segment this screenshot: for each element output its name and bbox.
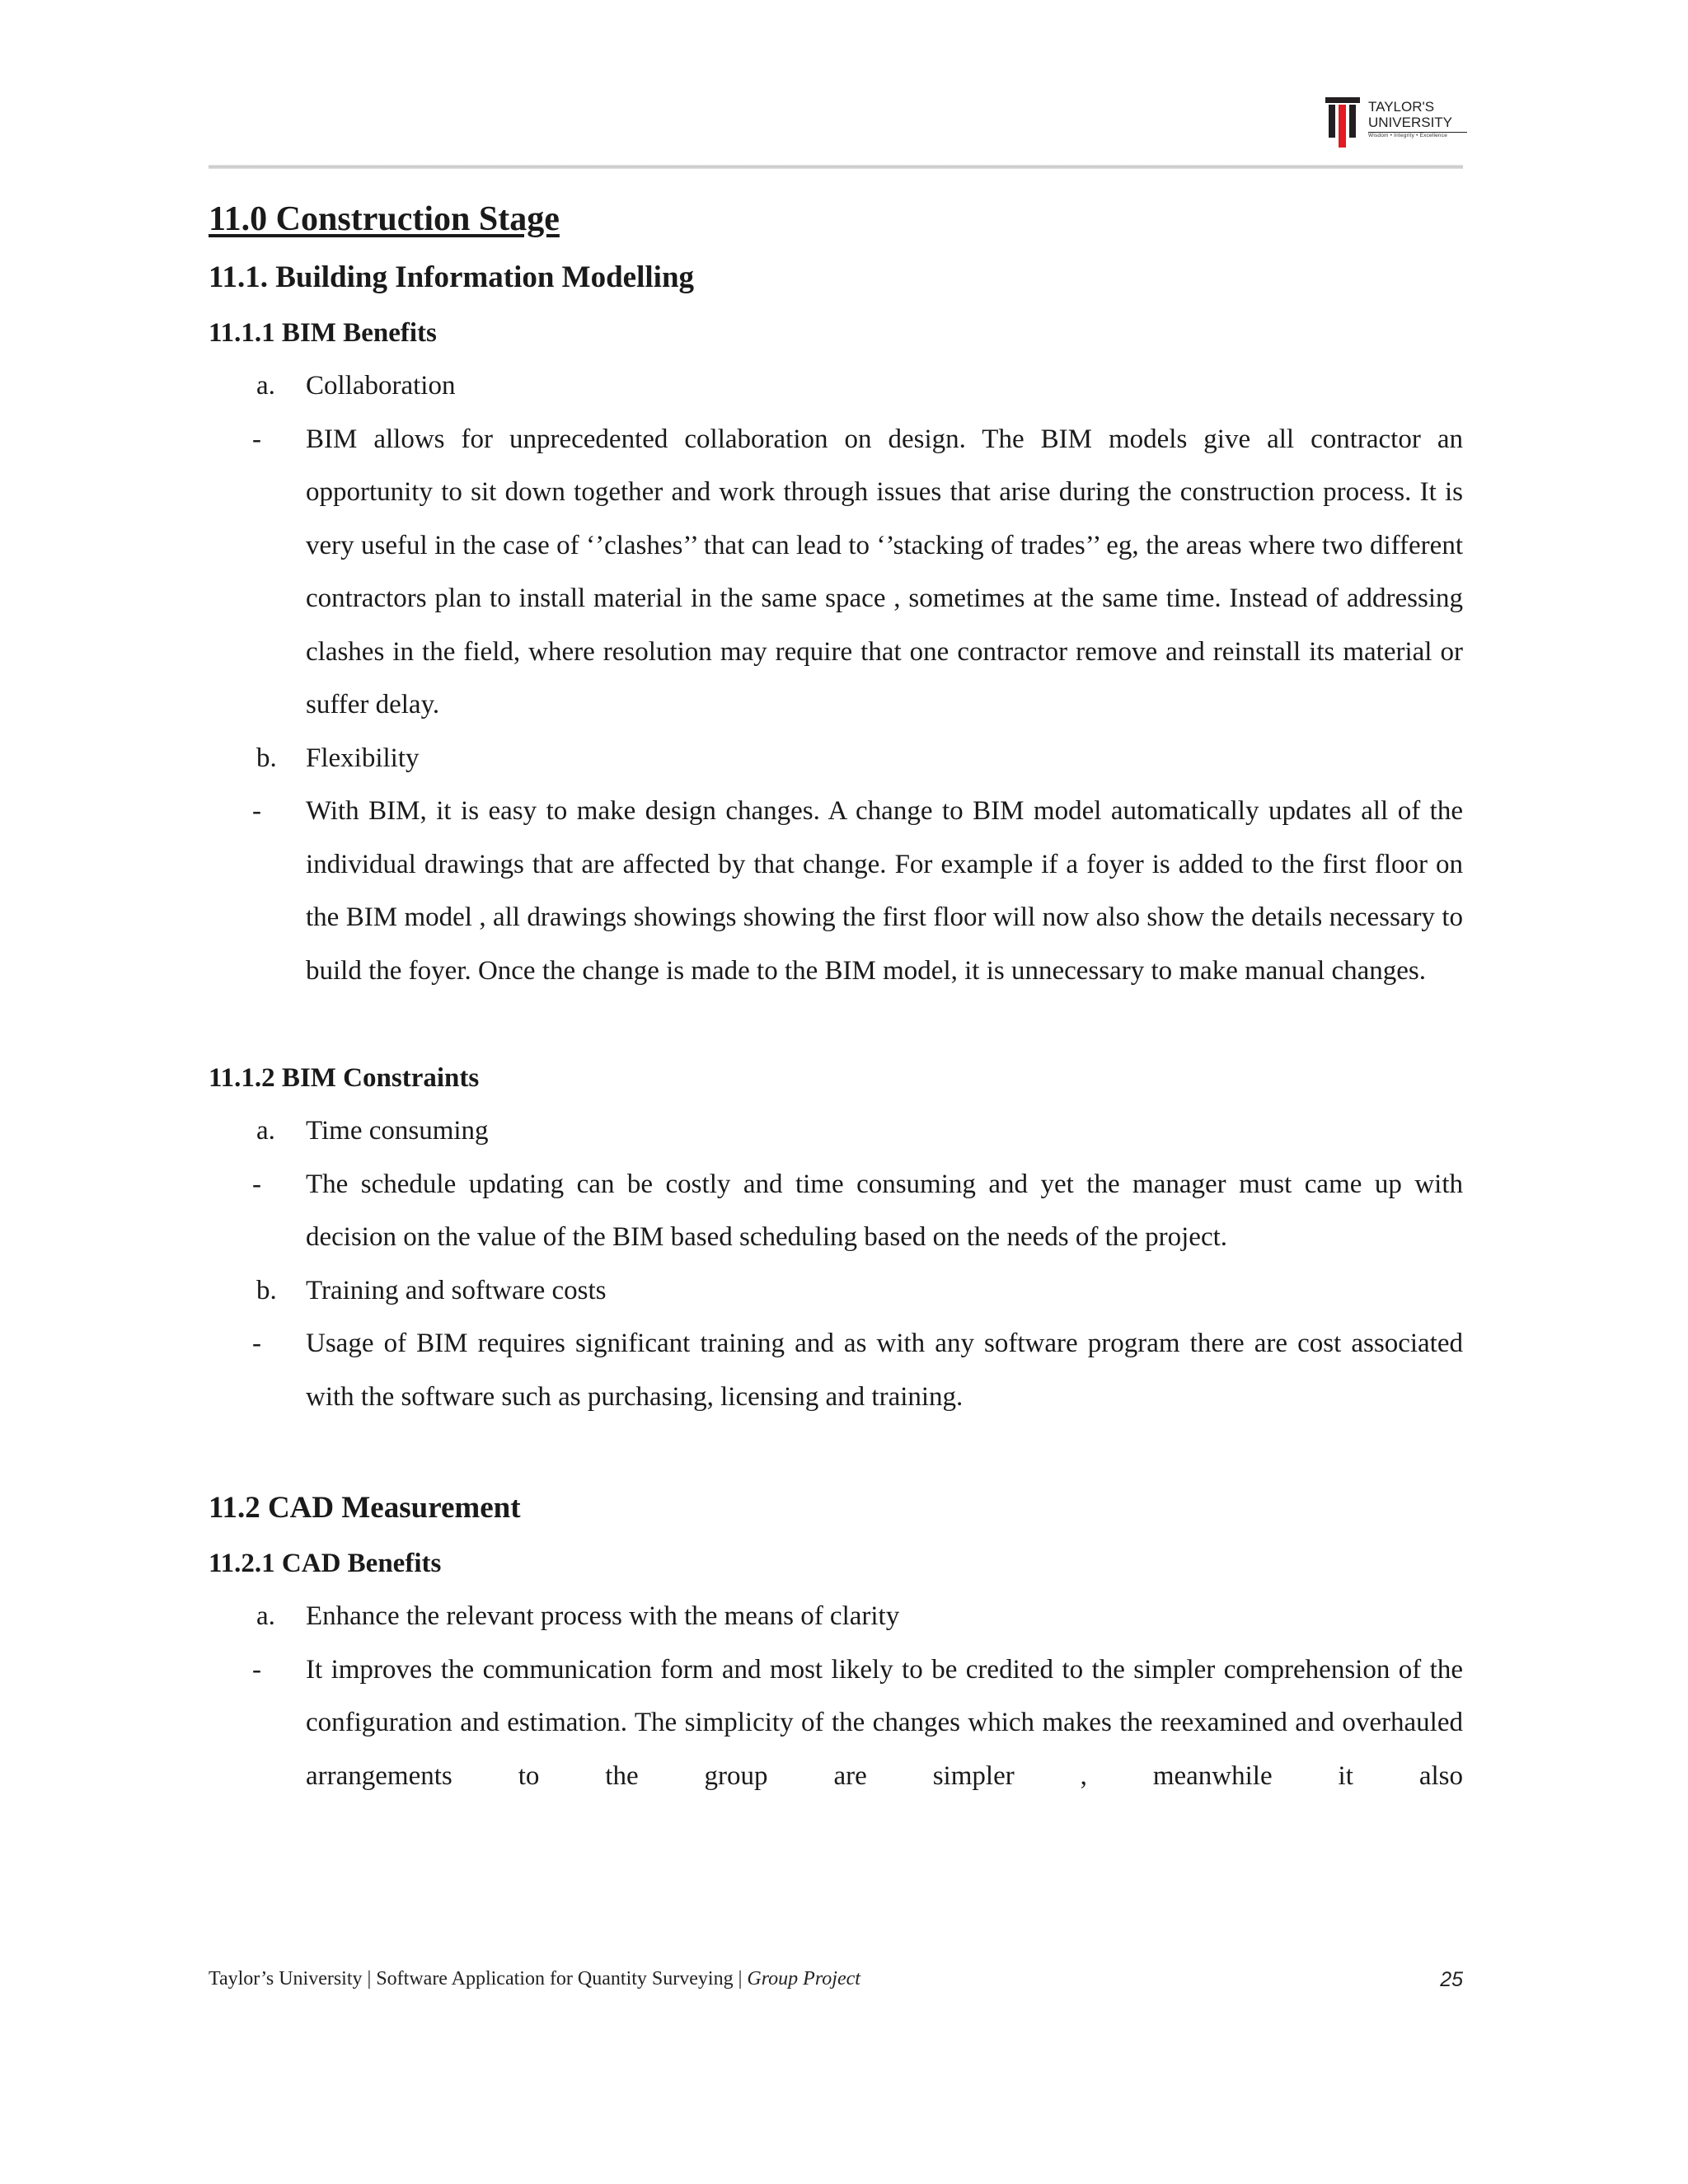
list-item — [209, 1104, 1463, 1158]
list-item-paragraph — [209, 413, 1463, 732]
section-title-11-0: 11.0 Construction Stage — [209, 200, 560, 238]
page-number: 25 — [1440, 1968, 1463, 1991]
bullet-dash: - — [252, 1169, 261, 1199]
logo-wordmark — [1368, 99, 1467, 133]
footer-course-text: Taylor’s University | Software Application for Quantity Surveying | — [209, 1968, 748, 1990]
footer-text — [209, 1968, 860, 1990]
header-divider — [209, 165, 1463, 169]
list-item-label: Collaboration — [306, 371, 456, 401]
section-title-11-2-1: 11.2.1 CAD Benefits — [209, 1549, 442, 1578]
bullet-dash: - — [252, 424, 261, 454]
bullet-dash: - — [252, 1654, 261, 1685]
bullet-dash: - — [252, 1329, 261, 1358]
logo-line-2: UNIVERSITY — [1368, 115, 1467, 133]
paragraph-text: With BIM, it is easy to make design changes. A change to BIM model automatically updates all of the individual drawings that are affected by that change. For example if a foyer is added to the first floor on the BIM model , all drawings showings showing the first floor will now also show the details necessary to build the foyer. Once the change is made to the BIM model, it is unnecessary to make manual changes. — [306, 796, 1463, 986]
list-item-paragraph — [209, 1158, 1463, 1264]
list-item-paragraph — [209, 1643, 1463, 1803]
list-item-label: Enhance the relevant process with the means of clarity — [306, 1601, 900, 1631]
list-item — [209, 732, 1463, 785]
footer-project-type: Group Project — [747, 1968, 860, 1990]
list-marker: b. — [256, 743, 277, 773]
logo-line-1: TAYLOR'S — [1368, 99, 1435, 115]
paragraph-text: It improves the communication form and most likely to be credited to the simpler comprehension of the configuration and estimation. The simplicity of the changes which makes the reexamined and overhauled arrangements to the group are simpler , meanwhile it also — [306, 1654, 1463, 1791]
paragraph-text: The schedule updating can be costly and time consuming and yet the manager must came up with decision on the value of the BIM based scheduling based on the needs of the project. — [306, 1169, 1463, 1252]
logo-tagline: Wisdom • Integrity • Excellence — [1368, 133, 1448, 138]
list-item-paragraph — [209, 1317, 1463, 1423]
list-item-label: Flexibility — [306, 743, 420, 773]
section-title-11-1-2: 11.1.2 BIM Constraints — [209, 1063, 480, 1093]
section-title-11-2: 11.2 CAD Measurement — [209, 1491, 521, 1525]
list-item — [209, 359, 1463, 413]
section-title-11-1-1: 11.1.1 BIM Benefits — [209, 318, 437, 348]
list-marker: a. — [256, 1116, 275, 1146]
list-marker: a. — [256, 371, 275, 401]
list-marker: b. — [256, 1275, 277, 1305]
paragraph-text: BIM allows for unprecedented collaboration on design. The BIM models give all contractor an opportunity to sit down together and work through issues that arise during the construction process. It is very useful in the case of ‘’clashes’’ that can lead to ‘’stacking of trades’’ eg, the areas where two different contractors plan to install material in the same space , sometimes at the same time. Instead of addressing clashes in the field, where resolution may require that one contractor remove and reinstall its material or suffer delay. — [306, 424, 1463, 719]
spacer — [209, 997, 1463, 1052]
list-item-label: Time consuming — [306, 1116, 489, 1146]
list-item — [209, 1264, 1463, 1318]
list-item-paragraph — [209, 785, 1463, 997]
section-title-11-1: 11.1. Building Information Modelling — [209, 260, 695, 294]
list-marker: a. — [256, 1601, 275, 1631]
page-content — [209, 194, 1463, 1802]
list-item-label: Training and software costs — [306, 1275, 607, 1305]
taylors-crest-icon — [1325, 97, 1360, 148]
bullet-dash: - — [252, 796, 261, 826]
page-footer — [209, 1968, 1463, 2001]
university-logo — [1325, 97, 1465, 150]
list-item — [209, 1590, 1463, 1643]
spacer — [209, 1423, 1463, 1479]
paragraph-text: Usage of BIM requires significant training and as with any software program there are cost associated with the software such as purchasing, licensing and training. — [306, 1329, 1463, 1412]
